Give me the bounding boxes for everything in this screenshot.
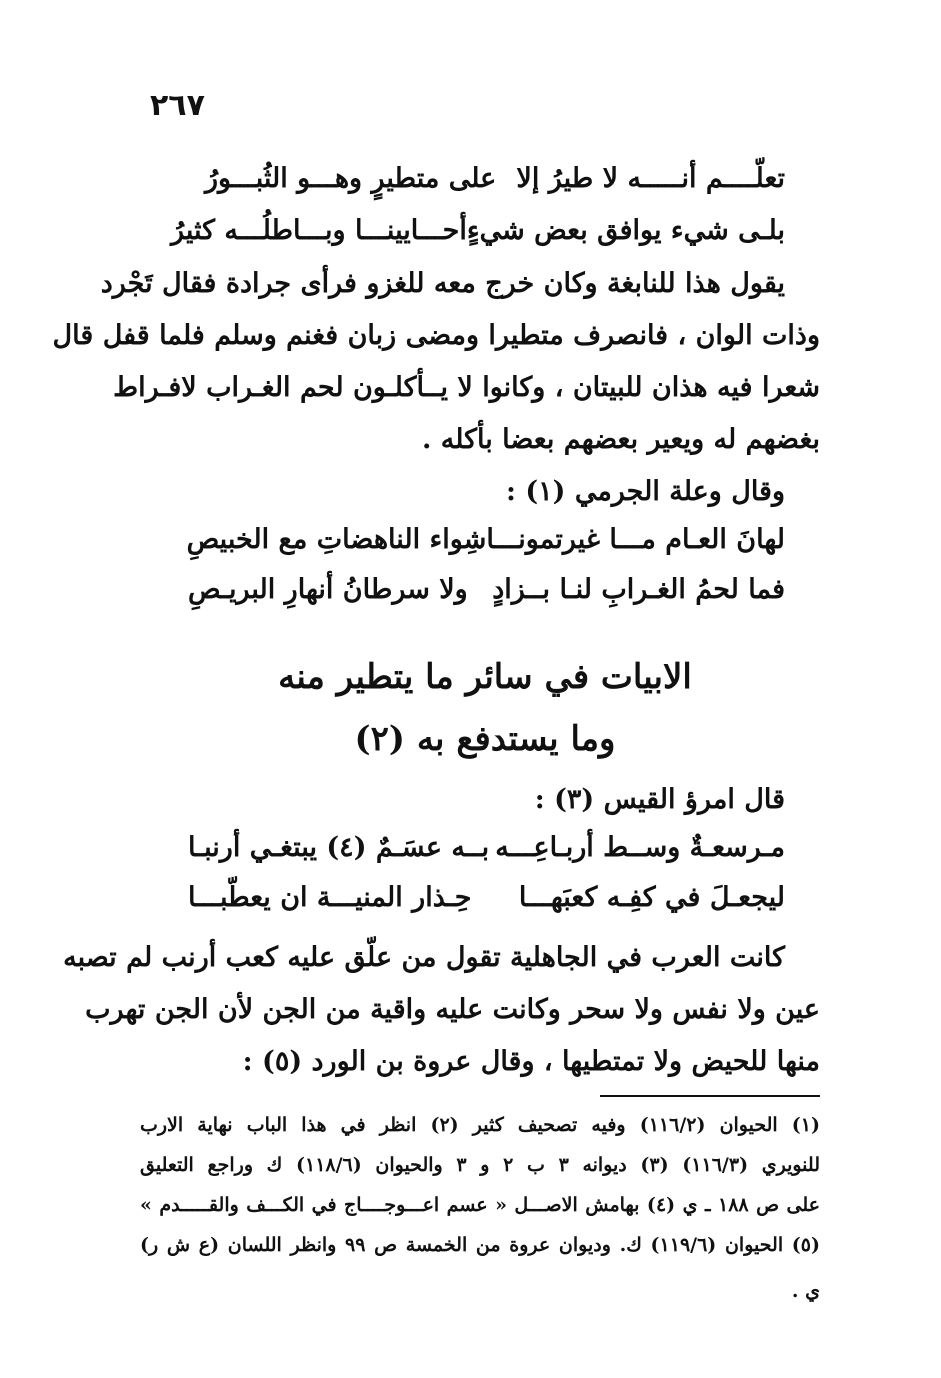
prose1-line-1: يقول هذا للنابغة وكان خرج معه للغزو فرأى جرادة فقال تَجْرد <box>100 268 785 299</box>
poem2-verse-2-right-hemistich: فما لحمُ الغـرابِ لنـا بــزادٍ <box>492 573 785 605</box>
poem3-verse-1 <box>188 825 785 869</box>
prose1-line-3: شعرا فيه هذان للبيتان ، وكانوا لا يــأكلـون لحم الغـراب لافـراط <box>113 372 820 403</box>
poem2-verse-2 <box>188 567 785 611</box>
poem2-verse-1-left-hemistich: شِواء الناهضاتِ مع الخبيصِ <box>186 523 487 555</box>
poem3-verse-1-right-hemistich: مـرسعـةٌ وســط أربـاعِـــه <box>495 831 785 863</box>
footnote-separator <box>600 1095 820 1097</box>
prose2-line-1: كانت العرب في الجاهلية تقول من علّق عليه كعب أرنب لم تصبه <box>63 942 785 973</box>
footnote-line-3: على ص ١٨٨ ـ ي (٤) بهامش الاصـــل « عسم اعـــوجــــاج في الكـــف والقـــــدم » <box>140 1194 820 1216</box>
poem1-verse-1-right-hemistich: تعلّــــم أنـــــه لا طيرُ إلا <box>516 162 785 194</box>
poem1-verse-2-right-hemistich: بلـى شيء يوافق بعض شيءٍ <box>466 214 785 246</box>
wala-al-jarmi-intro: وقال وعلة الجرمي (١) : <box>505 476 785 507</box>
poem3-verse-2 <box>188 875 785 919</box>
section-heading-line-1: الابيات في سائر ما يتطير منه <box>278 657 692 697</box>
footnote-line-2: للنويري (١١٦/٣) (٣) ديوانه ٣ ب ٢ و ٣ والحيوان (١١٨/٦) ك وراجع التعليق <box>140 1154 820 1176</box>
poem1-verse-1 <box>205 156 785 200</box>
poem1-verse-2 <box>170 208 785 252</box>
poem2-verse-1-right-hemistich: لهانَ العـام مـــا غيرتمونـــا <box>486 523 785 555</box>
poem2-verse-1 <box>188 517 785 561</box>
footnote-line-5: ي . <box>791 1280 820 1302</box>
poem3-verse-2-right-hemistich: ليجعـلَ في كفِـه كعبَهـــا <box>518 881 785 913</box>
section-heading-line-2: وما يستدفع به (٢) <box>354 719 616 759</box>
imru-al-qais-intro: قال امرؤ القيس (٣) : <box>534 784 785 815</box>
poem3-verse-1-left-hemistich: بــه عسَـمٌ (٤) يبتغـي أرنبـا <box>188 831 490 863</box>
prose2-line-2: عين ولا نفس ولا سحر وكانت عليه واقية من الجن لأن الجن تهرب <box>85 994 820 1025</box>
poem3-verse-2-left-hemistich: حِـذار المنيـــة ان يعطّبـــا <box>188 881 472 913</box>
page-number: ٢٦٧ <box>150 88 205 123</box>
footnote-line-1: (١) الحيوان (١١٦/٢) وفيه تصحيف كثير (٢) انظر في هذا الباب نهاية الارب <box>140 1114 821 1136</box>
footnote-line-4: (٥) الحيوان (١١٩/٦) ك. وديوان عروة من الخمسة ص ٩٩ وانظر اللسان (ع ش ر) <box>140 1234 820 1256</box>
poem1-verse-2-left-hemistich: أحـــايينـــا وبـــاطلُـــه كثيرُ <box>170 214 467 246</box>
prose2-line-3: منها للحيض ولا تمتطيها ، وقال عروة بن الورد (٥) : <box>242 1046 820 1077</box>
poem1-verse-1-left-hemistich: على متطيرٍ وهـــو الثُبـــورُ <box>205 162 497 194</box>
prose1-line-2: وذات الوان ، فانصرف متطيرا ومضى زبان فغنم وسلم فلما قفل قال <box>52 320 820 351</box>
poem2-verse-2-left-hemistich: ولا سرطانُ أنهارِ البريـصِ <box>188 573 468 605</box>
prose1-line-4: بغضهم له ويعير بعضهم بعضا بأكله . <box>421 424 820 455</box>
